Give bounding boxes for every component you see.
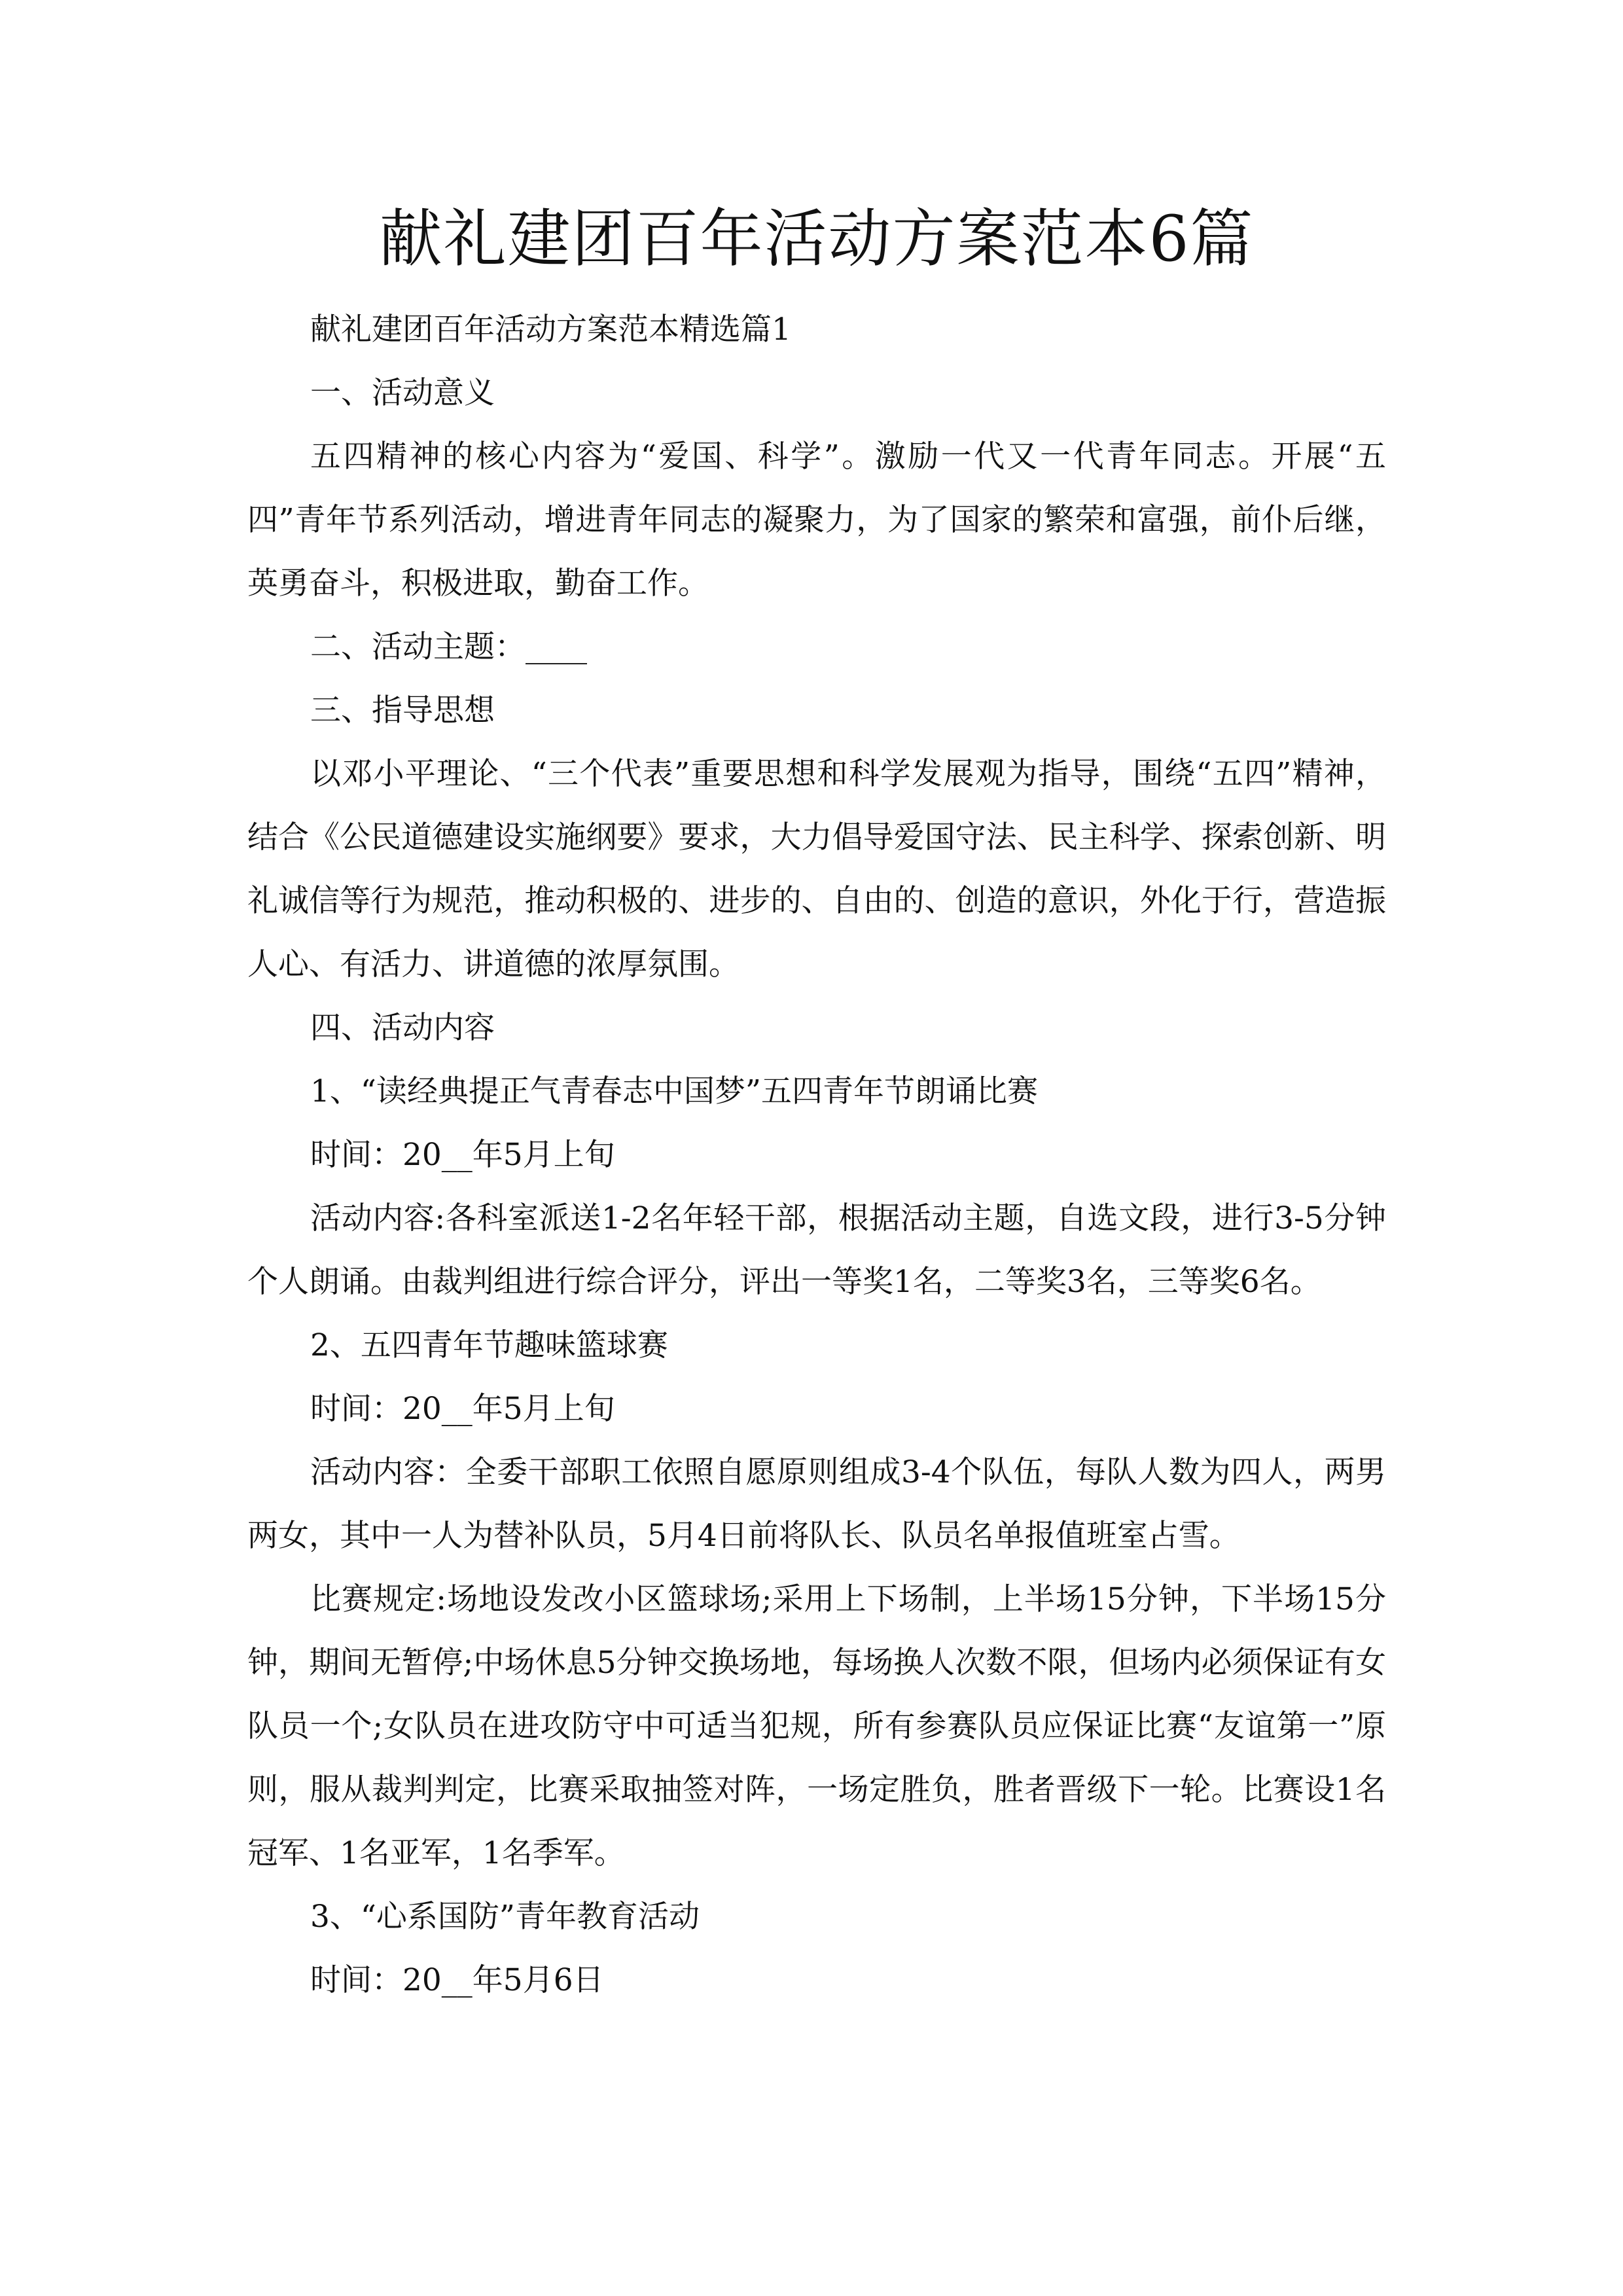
subsection-heading: 2、五四青年节趣味篮球赛 [310, 1327, 668, 1363]
section-heading: 三、指导思想 [310, 692, 495, 728]
document-body [247, 298, 1386, 2012]
paragraph: 时间：20__年5月上旬 [310, 1137, 615, 1173]
section-heading: 二、活动主题：____ [310, 629, 587, 665]
section-heading: 一、活动意义 [310, 375, 495, 411]
subsection-heading: 1、“读经典提正气青春志中国梦”五四青年节朗诵比赛 [310, 1073, 1038, 1109]
paragraph: 活动内容：全委干部职工依照自愿原则组成3-4个队伍，每队人数为四人，两男两女，其中一人为替补队员，5月4日前将队长、队员名单报值班室占雪。 [247, 1454, 1386, 1554]
paragraph: 时间：20__年5月6日 [310, 1962, 604, 1998]
document-title: 献礼建团百年活动方案范本6篇 [379, 202, 1255, 276]
paragraph: 时间：20__年5月上旬 [310, 1391, 615, 1427]
paragraph: 五四精神的核心内容为“爱国、科学”。激励一代又一代青年同志。开展“五四”青年节系列活动，增进青年同志的凝聚力，为了国家的繁荣和富强，前仆后继，英勇奋斗，积极进取，勤奋工作。 [247, 439, 1386, 601]
section-heading: 四、活动内容 [310, 1010, 495, 1046]
paragraph: 以邓小平理论、“三个代表”重要思想和科学发展观为指导，围绕“五四”精神，结合《公民道德建设实施纲要》要求，大力倡导爱国守法、民主科学、探索创新、明礼诚信等行为规范，推动积极的、进步的、自由的、创造的意识，外化于行，营造振人心、有活力、讲道德的浓厚氛围。 [247, 756, 1386, 982]
paragraph: 活动内容:各科室派送1-2名年轻干部，根据活动主题，自选文段，进行3-5分钟个人朗诵。由裁判组进行综合评分，评出一等奖1名，二等奖3名，三等奖6名。 [247, 1200, 1386, 1300]
subsection-heading: 3、“心系国防”青年教育活动 [310, 1899, 700, 1935]
paragraph: 比赛规定:场地设发改小区篮球场;采用上下场制，上半场15分钟，下半场15分钟，期间无暂停;中场休息5分钟交换场地，每场换人次数不限，但场内必须保证有女队员一个;女队员在进攻防守中可适当犯规，所有参赛队员应保证比赛“友谊第一”原则，服从裁判判定，比赛采取抽签对阵，一场定胜负，胜者晋级下一轮。比赛设1名冠军、1名亚军，1名季军。 [247, 1581, 1386, 1871]
section-heading: 献礼建团百年活动方案范本精选篇1 [310, 312, 791, 348]
